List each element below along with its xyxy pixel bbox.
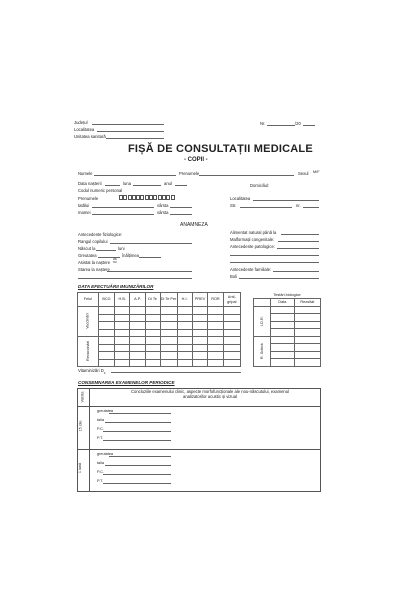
- group-idr: I.D.R.: [254, 306, 271, 336]
- address-label: Domiciliul:: [250, 183, 270, 188]
- father-label: tatălui: [78, 203, 90, 208]
- chest-circ-1m-label: P.T.: [97, 479, 104, 483]
- birth-year-input[interactable]: [175, 185, 187, 186]
- vitamin-d-input[interactable]: [111, 372, 241, 373]
- birth-month-input[interactable]: [133, 185, 161, 186]
- birth-condition-input[interactable]: [107, 271, 192, 272]
- birth-date-label: Data nașterii: [78, 181, 102, 186]
- street-number-input[interactable]: [303, 207, 319, 208]
- family-history-input[interactable]: [273, 271, 319, 272]
- weight-label: Greutatea: [78, 253, 97, 258]
- birth-month-label: luna: [123, 181, 131, 186]
- father-age-input[interactable]: [170, 207, 192, 208]
- malformations-input[interactable]: [278, 241, 319, 242]
- weight-1m-input[interactable]: [109, 456, 171, 457]
- mother-name-input[interactable]: [92, 214, 154, 215]
- col-diteper: Di Te Per: [160, 293, 177, 307]
- name-label: Numele: [78, 171, 93, 176]
- pathological-history-label: Antecedente patologice:: [230, 244, 275, 249]
- group-vaccinations: Vaccinări: [78, 307, 99, 337]
- parent-name-label: Prenumele: [78, 196, 99, 201]
- chest-circ-1m-input[interactable]: [103, 483, 171, 484]
- head-circ-15d-label: P.C.: [97, 427, 104, 431]
- head-circ-1m-input[interactable]: [103, 474, 171, 475]
- length-15d-label: talia: [97, 418, 104, 422]
- anamnesis-title: ANAMNEZA: [180, 222, 208, 228]
- name-input[interactable]: [94, 175, 176, 176]
- vitamin-d-label: Vitaminizări $D_3$: [78, 368, 106, 375]
- conclusions-header: Concluziile examenului clinic, aspecte morfofuncționale ale nou-născutului, examenul analizatorilor acustic și vizual: [130, 389, 290, 399]
- breastfed-input[interactable]: [281, 234, 319, 235]
- address-locality-label: Localitatea: [230, 196, 251, 201]
- number-label: Nr.: [260, 121, 266, 126]
- child-rank-input[interactable]: [110, 243, 192, 244]
- weight-15d-input[interactable]: [109, 413, 171, 414]
- birth-assisted-options[interactable]: da nu: [113, 257, 117, 265]
- col-felul: Felul: [78, 293, 99, 307]
- age-header: Vârsta: [80, 391, 85, 403]
- pathological-history-input[interactable]: [277, 248, 319, 249]
- bio-col-date: Data: [271, 298, 295, 306]
- birth-day-input[interactable]: [105, 185, 120, 186]
- length-15d-input[interactable]: [105, 422, 171, 423]
- child-rank-label: Rangul copilului: [78, 239, 108, 244]
- birth-year-label: anul: [164, 181, 172, 186]
- mother-age-input[interactable]: [170, 214, 192, 215]
- head-circ-1m-label: P.C.: [97, 470, 104, 474]
- year-input[interactable]: [303, 125, 315, 126]
- weight-15d-label: greutatea: [97, 409, 114, 413]
- street-input[interactable]: [240, 207, 292, 208]
- periodic-exams-header-line: [77, 406, 321, 407]
- bio-col-result: Rezultat: [294, 298, 320, 306]
- chest-circ-15d-label: P.T.: [97, 436, 104, 440]
- malformations-label: Malformații congenitale:: [230, 237, 275, 242]
- diseases-label: Boli: [230, 274, 237, 279]
- street-number-label: nr.: [296, 203, 301, 208]
- health-unit-label: Unitatea sanitară: [74, 134, 106, 139]
- months-label: luni: [118, 246, 125, 251]
- birth-assisted-label: Asistat la naștere: [78, 260, 111, 265]
- periodic-exams-divider: [89, 388, 90, 492]
- locality-label: Localitatea: [74, 127, 95, 132]
- col-hi: H.I.: [177, 293, 192, 307]
- height-input[interactable]: [139, 257, 161, 258]
- chest-circ-15d-input[interactable]: [103, 440, 171, 441]
- col-prev: PREV: [192, 293, 208, 307]
- diseases-input[interactable]: [239, 278, 319, 279]
- group-revaccinations: Revaccinări: [78, 337, 99, 367]
- immunization-title: DATA EFECTUĂRII IMUNIZĂRILOR: [78, 284, 154, 289]
- street-label: Str.: [230, 203, 237, 208]
- family-history-label: Antecedente familiale:: [230, 267, 272, 272]
- anamnesis-extra-line[interactable]: [78, 278, 192, 279]
- father-name-input[interactable]: [92, 207, 154, 208]
- breastfed-label: Alimentat natural până la: [230, 230, 277, 235]
- born-at-label: Născut la: [78, 246, 96, 251]
- group-schick: R. Schick: [254, 336, 271, 366]
- col-dite: Di Te: [145, 293, 160, 307]
- county-label: Județul: [74, 120, 88, 125]
- physiological-history-label: Antecedente fiziologice:: [78, 232, 123, 237]
- bio-tests-title: Testări biologice: [254, 292, 321, 298]
- pathological-line-2[interactable]: [230, 255, 319, 256]
- father-age-label: vârsta: [157, 203, 169, 208]
- head-circ-15d-input[interactable]: [103, 431, 171, 432]
- page-title: FIȘĂ DE CONSULTAȚII MEDICALE: [128, 143, 313, 155]
- cnp-label: Codul numeric personal: [78, 188, 123, 193]
- col-ror: ROR: [208, 293, 223, 307]
- pathological-line-3[interactable]: [230, 262, 319, 263]
- birth-condition-label: Starea la naștere: [78, 267, 110, 272]
- periodic-exams-row-line: [77, 449, 321, 450]
- height-label: înălțimea: [122, 253, 139, 258]
- locality-input[interactable]: [97, 131, 164, 132]
- sex-options[interactable]: M/F: [313, 170, 320, 174]
- health-unit-input[interactable]: [106, 138, 164, 139]
- born-at-input[interactable]: [96, 250, 116, 251]
- sex-label: Sexul: [298, 171, 309, 176]
- immunization-table: [77, 292, 241, 367]
- address-locality-input[interactable]: [253, 200, 319, 201]
- mother-label: mamei: [78, 210, 91, 215]
- date-separator: /20: [295, 121, 301, 126]
- first-name-input[interactable]: [199, 175, 294, 176]
- col-bcg: BCG: [98, 293, 114, 307]
- length-1m-label: talia: [97, 461, 104, 465]
- page-subtitle: - COPII -: [184, 157, 208, 163]
- col-hb: H.B.: [115, 293, 130, 307]
- mother-age-label: vârsta: [157, 210, 169, 215]
- number-input[interactable]: [267, 125, 295, 126]
- periodic-exams-title: CONSEMNAREA EXAMENELOR PERIODICE: [78, 380, 175, 385]
- length-1m-input[interactable]: [105, 465, 171, 466]
- bio-tests-table: [253, 292, 321, 367]
- age-1-month: 1 lună: [78, 462, 83, 474]
- county-input[interactable]: [92, 124, 164, 125]
- weight-1m-label: greutatea: [97, 452, 114, 456]
- first-name-label: Prenumele: [179, 171, 200, 176]
- age-15-days: 15 zile: [78, 420, 83, 432]
- col-ap: A.P.: [130, 293, 145, 307]
- col-antigripal: Anti-gripal: [223, 293, 240, 307]
